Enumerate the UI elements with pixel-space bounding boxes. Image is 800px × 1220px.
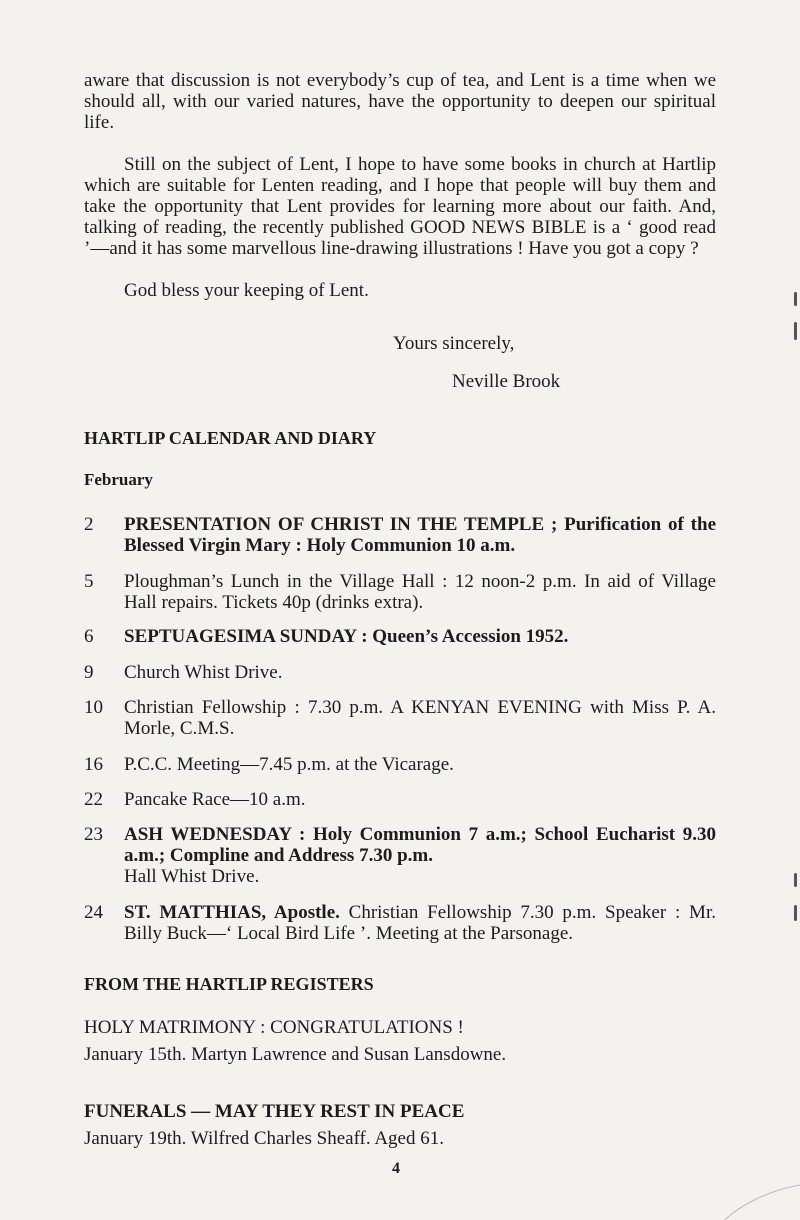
entry-bold-text: ST. MATTHIAS, Apostle. (124, 902, 340, 923)
entry-text: Ploughman’s Lunch in the Village Hall : 12 noon-2 p.m. In aid of Village Hall repairs. Tickets 40p (drinks extra). (124, 571, 716, 613)
calendar-entry (84, 824, 716, 887)
calendar-heading: HARTLIP CALENDAR AND DIARY (84, 428, 377, 448)
letter-body (84, 70, 716, 301)
entry-bold-text: SEPTUAGESIMA SUNDAY : Queen’s Accession 1952. (124, 626, 569, 647)
scan-mark (794, 292, 797, 306)
page-curl-shadow (720, 1180, 800, 1220)
funerals-title: FUNERALS — MAY THEY REST IN PEACE (84, 1101, 465, 1122)
letter-paragraph-2: Still on the subject of Lent, I hope to have some books in church at Hartlip which are suitable for Lenten reading, and I hope that people will buy them and take the opportunity that Lent provides for learning more about our faith. And, talking of reading, the recently published GOOD NEWS BIBLE is a ‘ good read ’—and it has some marvellous line-drawing illustrations ! Have you got a copy ? (84, 154, 716, 259)
entry-extra-text: Hall Whist Drive. (124, 866, 260, 887)
entry-text: Christian Fellowship 7.30 p.m. Speaker : Mr. Billy Buck—‘ Local Bird Life ’. Meeting at the Parsonage. (124, 902, 716, 944)
entry-day: 2 (84, 514, 94, 535)
entry-day: 10 (84, 697, 103, 718)
entry-day: 22 (84, 789, 103, 810)
entry-day: 24 (84, 902, 103, 923)
calendar-entry (84, 697, 716, 739)
calendar-month: February (84, 470, 153, 489)
entry-day: 23 (84, 824, 103, 845)
entry-bold-text: PRESENTATION OF CHRIST IN THE TEMPLE ; Purification of the Blessed Virgin Mary : Holy Communion 10 a.m. (124, 514, 716, 556)
entry-day: 5 (84, 571, 94, 592)
entry-day: 6 (84, 626, 94, 647)
entry-day: 16 (84, 754, 103, 775)
scan-mark (794, 905, 797, 921)
letter-paragraph-3: God bless your keeping of Lent. (124, 280, 369, 301)
page-number: 4 (392, 1160, 400, 1177)
scan-mark (794, 873, 797, 887)
calendar-entry (84, 789, 716, 810)
letter-signature: Neville Brook (452, 371, 561, 392)
matrimony-title: HOLY MATRIMONY : CONGRATULATIONS ! (84, 1017, 464, 1038)
entry-bold-text: ASH WEDNESDAY : Holy Communion 7 a.m.; School Eucharist 9.30 a.m.; Compline and Address 7.30 p.m. (124, 824, 716, 866)
calendar-entry (84, 902, 716, 944)
registers-heading: FROM THE HARTLIP REGISTERS (84, 974, 374, 994)
entry-day: 9 (84, 662, 94, 683)
entry-text: P.C.C. Meeting—7.45 p.m. at the Vicarage. (124, 754, 454, 775)
letter-paragraph-1: aware that discussion is not everybody’s cup of tea, and Lent is a time when we should all, with our varied natures, have the opportunity to deepen our spiritual life. (84, 70, 716, 133)
calendar-entry (84, 662, 716, 683)
calendar-entry (84, 514, 716, 556)
calendar-entry (84, 626, 716, 647)
funerals-entry: January 19th. Wilfred Charles Sheaff. Aged 61. (84, 1128, 444, 1149)
calendar-entry (84, 571, 716, 613)
calendar-entry (84, 754, 716, 775)
entry-text: Christian Fellowship : 7.30 p.m. A KENYAN EVENING with Miss P. A. Morle, C.M.S. (124, 697, 716, 739)
entry-text: Pancake Race—10 a.m. (124, 789, 306, 810)
letter-closing: Yours sincerely, (393, 333, 515, 354)
entry-text: Church Whist Drive. (124, 662, 283, 683)
matrimony-entry: January 15th. Martyn Lawrence and Susan Lansdowne. (84, 1044, 507, 1065)
scan-mark (794, 322, 797, 340)
